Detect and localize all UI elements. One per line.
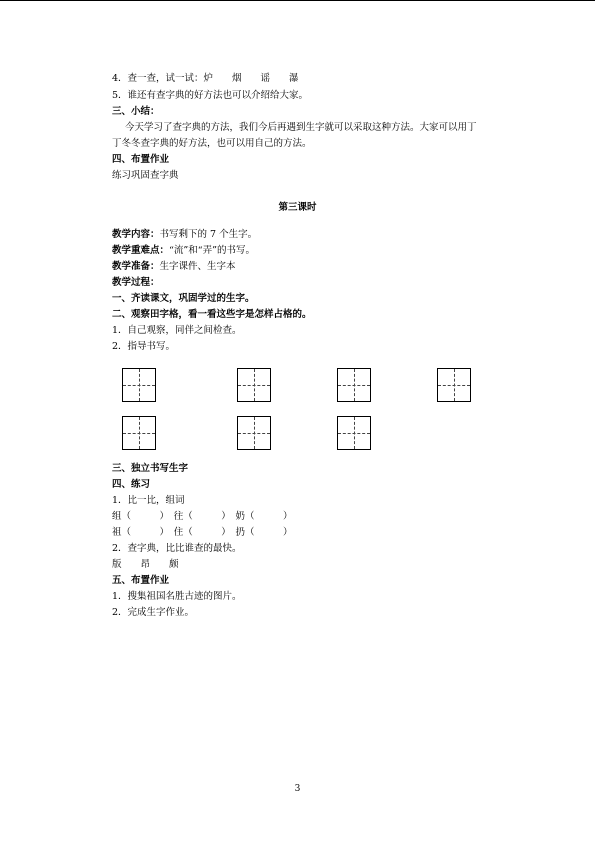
content-value: 书写剩下的 7 个生字。 xyxy=(159,229,258,240)
header-rule xyxy=(0,0,595,1)
process-label: 教学过程： xyxy=(112,277,160,288)
text-line: 练习巩固查字典 xyxy=(112,170,179,181)
tianzige-grid xyxy=(237,416,271,450)
compare-row: 祖（ ） 住（ ） 扔（ ） xyxy=(112,527,293,538)
text-line: 2．指导书写。 xyxy=(112,341,176,352)
lookup-chars: 版 昂 颇 xyxy=(112,559,179,570)
step-heading: 四、练习 xyxy=(112,479,151,490)
text-line: 1．搜集祖国名胜古迹的图片。 xyxy=(112,591,242,602)
page-number: 3 xyxy=(294,784,301,794)
step-heading: 三、独立书写生字 xyxy=(112,463,189,474)
content-line xyxy=(112,229,257,241)
tianzige-grid xyxy=(337,368,371,402)
section-heading: 三、小结： xyxy=(112,106,160,117)
tianzige-grid xyxy=(237,368,271,402)
tianzige-grid xyxy=(337,416,371,450)
tianzige-grid xyxy=(122,368,156,402)
text-line: 1．比一比，组词 xyxy=(112,495,185,506)
text-line: 4．查一查，试一试：炉 烟 谣 瀑 xyxy=(112,73,299,84)
step-heading: 五、布置作业 xyxy=(112,575,170,586)
text-line: 2．完成生字作业。 xyxy=(112,607,195,618)
tianzige-grid xyxy=(437,368,471,402)
compare-row: 组（ ） 往（ ） 奶（ ） xyxy=(112,511,293,522)
text-line: 5．谁还有查字典的好方法也可以介绍给大家。 xyxy=(112,90,309,101)
tianzige-grid xyxy=(122,416,156,450)
text-line: 2．查字典，比比谁查的最快。 xyxy=(112,543,242,554)
prep-value: 生字课件、生字本 xyxy=(159,261,236,272)
paragraph-line: 丁冬冬查字典的好方法，也可以用自己的方法。 xyxy=(112,138,312,149)
content-label: 教学内容： xyxy=(112,229,160,240)
prep-line xyxy=(112,261,236,273)
step-heading: 一、齐读课文，巩固学过的生字。 xyxy=(112,293,255,304)
section-heading: 四、布置作业 xyxy=(112,154,170,165)
lesson-title: 第三课时 xyxy=(278,202,317,213)
difficulty-value: “流”和“弄”的书写。 xyxy=(169,245,255,256)
prep-label: 教学准备： xyxy=(112,261,160,272)
difficulty-line xyxy=(112,245,255,257)
step-heading: 二、观察田字格，看一看这些字是怎样占格的。 xyxy=(112,309,312,320)
paragraph-line: 今天学习了查字典的方法，我们今后再遇到生字就可以采取这种方法。大家可以用丁 xyxy=(125,122,477,133)
text-line: 1．自己观察，同伴之间检查。 xyxy=(112,325,242,336)
difficulty-label: 教学重难点： xyxy=(112,245,170,256)
